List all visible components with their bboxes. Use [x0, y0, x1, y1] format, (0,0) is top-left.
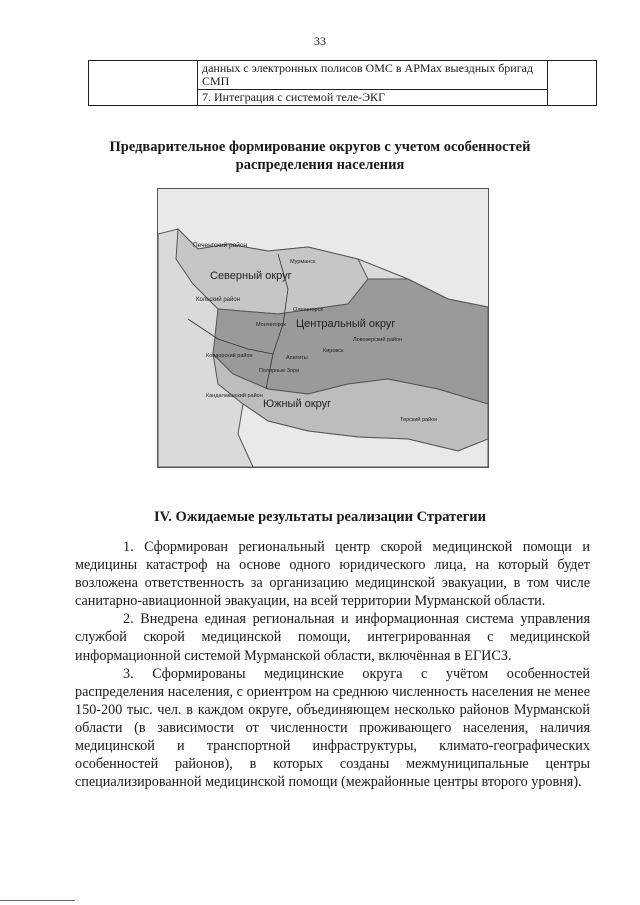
- page-number: 33: [314, 34, 326, 48]
- footer-rule: [0, 900, 75, 901]
- result-item: 3. Сформированы медицинские округа с учётом особенностей распределения населения, с ориентром на среднюю численность населения не менее 150-200 тыс. чел. в каждом округе, объединяющем несколько районов Мурманской области (в зависимости от численности проживающего населения, наличия медицинской и транспортной инфраструктуры, климато-географических особенностей районов), в которых созданы межмуниципальные центры специализированной медицинской помощи (межрайонные центры второго уровня).: [75, 665, 590, 791]
- results-list: [75, 538, 590, 791]
- districts-map: [157, 188, 489, 468]
- label-apatity: Апатиты: [286, 355, 308, 361]
- label-kandalaksha: Кандалакшский район: [206, 393, 263, 399]
- table-cell-empty: [89, 61, 198, 106]
- result-item: 1. Сформирован региональный центр скорой медицинской помощи и медицины катастроф на основе одного юридического лица, на который будет возложена ответственность за организацию медицинской эвакуации, в том числе санитарно-авиационной эвакуации, на всей территории Мурманской области.: [75, 539, 590, 610]
- label-kirovsk: Кировск: [323, 348, 344, 354]
- label-tersky: Терский район: [400, 417, 438, 423]
- label-central-district: Центральный округ: [296, 318, 396, 330]
- label-polyarnye-zori: Полярные Зори: [259, 368, 300, 374]
- result-item: 2. Внедрена единая региональная и информационная система управления службой скорой медицинской помощи, интегрированная с медицинской информационной системой Мурманской области, включённая в ЕГИСЗ.: [75, 611, 590, 664]
- results-heading: IV. Ожидаемые результаты реализации Стратегии: [153, 509, 486, 525]
- table-cell-empty: [548, 61, 597, 106]
- label-kola: Кольский район: [196, 297, 240, 303]
- table-row: [89, 61, 597, 90]
- label-south-district: Южный округ: [263, 398, 332, 410]
- continuation-table: [88, 60, 597, 106]
- label-monchegorsk: Мончегорск: [256, 322, 286, 328]
- map-section-title: Предварительное формирование округов с учетом особенностей распределения населения: [109, 139, 531, 173]
- map-graphic: [158, 189, 488, 467]
- label-olenegorsk: Оленегорск: [293, 307, 323, 313]
- table-cell: 7. Интеграция с системой теле-ЭКГ: [198, 90, 548, 106]
- table-cell: данных с электронных полисов ОМС в АРМах выездных бригад СМП: [198, 61, 548, 90]
- label-kovdor: Ковдорский район: [206, 353, 253, 359]
- label-lovozero: Ловозерский район: [353, 337, 403, 343]
- label-pechenga: Печенгский район: [193, 242, 248, 249]
- label-north-district: Северный округ: [210, 270, 292, 282]
- label-murmansk: Мурманск: [290, 259, 316, 265]
